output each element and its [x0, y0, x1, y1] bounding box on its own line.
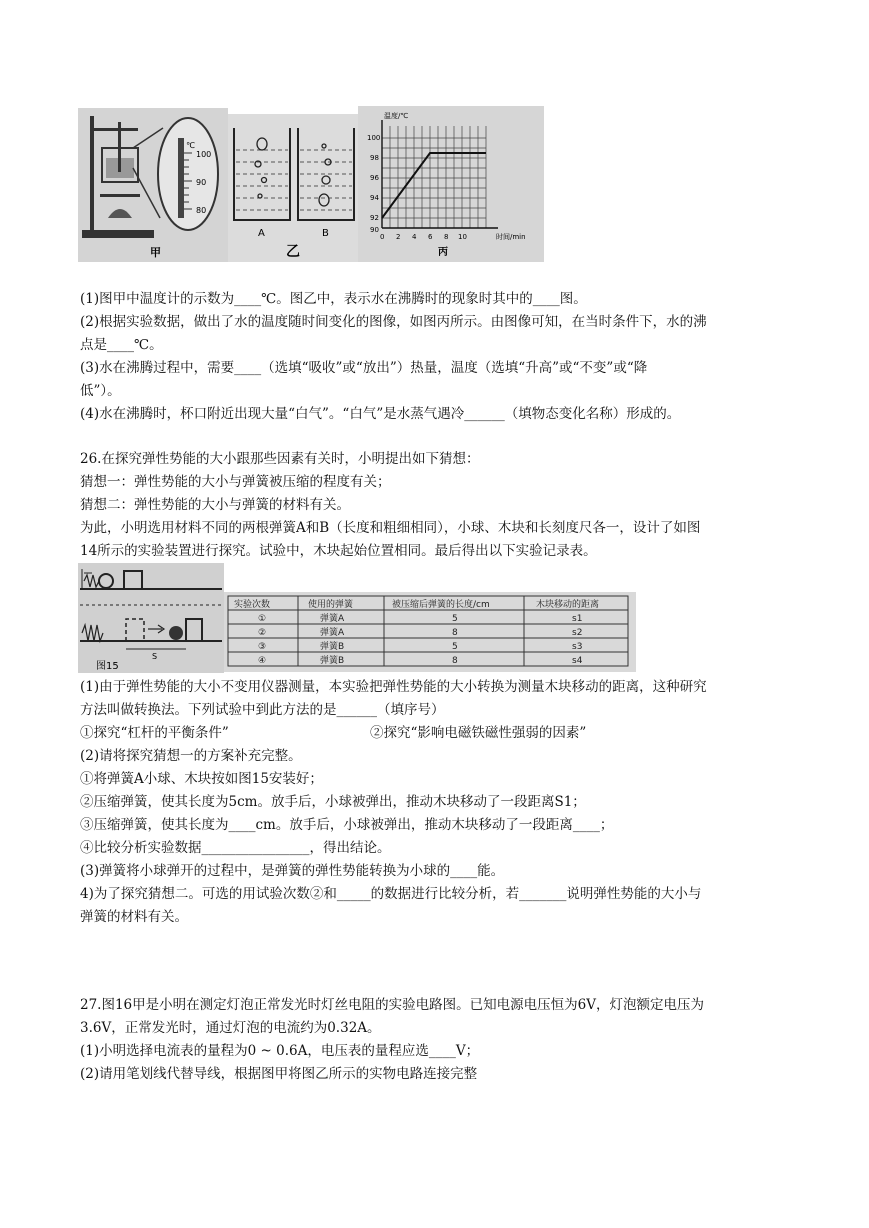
q26-guess-2: 猜想二：弹性势能的大小与弹簧的材料有关。: [80, 497, 350, 513]
q25-2: (2)根据实验数据，做出了水的温度随时间变化的图像，如图丙所示。由图像可知，在当时条件下，水的沸: [80, 314, 707, 330]
table-cell: 弹簧A: [320, 614, 345, 624]
graph-xtick: 6: [428, 233, 433, 241]
q26-2-step1: ①将弹簧A小球、木块按如图15安装好；: [80, 771, 323, 787]
thermo-tick-80: 80: [196, 206, 207, 215]
table-cell: 8: [452, 628, 458, 638]
q26-2-step2: ②压缩弹簧，使其长度为5cm。放手后，小球被弹出，推动木块移动了一段距离S1；: [80, 794, 586, 810]
figure-bing: [358, 106, 544, 262]
q26-stem: 26.在探究弹性势能的大小跟那些因素有关时，小明提出如下猜想：: [80, 451, 480, 467]
graph-xtick: 8: [444, 233, 449, 241]
figure-jia-label: 甲: [150, 246, 161, 259]
q27-2: (2)请用笔划线代替导线，根据图甲将图乙所示的实物电路连接完整: [80, 1066, 478, 1082]
q26-setup-cont: 14所示的实验装置进行探究。试验中，木块起始位置相同。最后得出以下实验记录表。: [80, 543, 597, 559]
graph-xtick: 4: [412, 233, 417, 241]
figure-jia: [78, 108, 228, 262]
q25-3-cont: 低”）。: [80, 383, 121, 399]
table-cell: s2: [572, 628, 583, 638]
table-cell: s1: [572, 614, 583, 624]
graph-ytick: 92: [370, 214, 379, 222]
q26-setup: 为此，小明选用材料不同的两根弹簧A和B（长度和粗细相同），小球、木块和长刻度尺各一，设计了如图: [80, 520, 701, 536]
q26-2-step3: ③压缩弹簧，使其长度为____cm。放手后，小球被弹出，推动木块移动了一段距离____；: [80, 817, 614, 833]
figure-yi: [228, 114, 358, 262]
table-cell: 5: [452, 642, 458, 652]
table-cell: ④: [258, 656, 267, 666]
q26-4: 4)为了探究猜想二。可选的用试验次数②和_____的数据进行比较分析，若_______说明弹性势能的大小与: [80, 886, 702, 902]
graph-ytick: 90: [370, 226, 379, 234]
q26-2-step4: ④比较分析实验数据________________，得出结论。: [80, 840, 391, 856]
graph-y-label: 温度/℃: [384, 112, 409, 120]
table-header: 使用的弹簧: [308, 600, 354, 610]
q26-option-2: ②探究“影响电磁铁磁性强弱的因素”: [370, 725, 587, 741]
table-cell: 8: [452, 656, 458, 666]
q26-1: (1)由于弹性势能的大小不变用仪器测量，本实验把弹性势能的大小转换为测量木块移动的距离，这种研究: [80, 679, 707, 695]
graph-x-label: 时间/min: [496, 233, 526, 241]
graph-xtick: 0: [380, 233, 385, 241]
q25-3: (3)水在沸腾过程中，需要____（选填“吸收”或“放出”）热量，温度（选填“升高”或“不变”或“降: [80, 360, 648, 376]
table-header: 木块移动的距离: [536, 600, 600, 610]
table-cell: s3: [572, 642, 583, 652]
q25-2-cont: 点是____℃。: [80, 337, 163, 353]
q25-1: (1)图甲中温度计的示数为____℃。图乙中，表示水在沸腾时的现象时其中的____图。: [80, 291, 587, 307]
thermo-unit: ℃: [186, 141, 195, 150]
record-table: [224, 592, 636, 672]
q26-2: (2)请将探究猜想一的方案补充完整。: [80, 748, 302, 764]
thermo-tick-100: 100: [196, 150, 212, 159]
table-cell: ③: [258, 642, 267, 652]
q26-option-1: ①探究“杠杆的平衡条件”: [80, 725, 229, 741]
fig15-caption: 图15: [96, 661, 119, 672]
beaker-b-label: B: [322, 228, 329, 239]
q27-stem-cont: 3.6V，正常发光时，通过灯泡的电流约为0.32A。: [80, 1020, 381, 1036]
beaker-a-label: A: [258, 228, 265, 239]
table-cell: 5: [452, 614, 458, 624]
q26-3: (3)弹簧将小球弹开的过程中，是弹簧的弹性势能转换为小球的____能。: [80, 863, 505, 879]
graph-ytick: 96: [370, 174, 379, 182]
graph-ytick: 100: [367, 134, 381, 142]
table-cell: ②: [258, 628, 267, 638]
table-cell: s4: [572, 656, 583, 666]
q26-1-cont: 方法叫做转换法。下列试验中到此方法的是______（填序号）: [80, 702, 445, 718]
table-header: 被压缩后弹簧的长度/cm: [392, 600, 490, 610]
graph-ytick: 98: [370, 154, 379, 162]
q27-1: (1)小明选择电流表的量程为0 ~ 0.6A，电压表的量程应选____V；: [80, 1043, 480, 1059]
q26-guess-1: 猜想一：弹性势能的大小与弹簧被压缩的程度有关；: [80, 474, 391, 490]
table-cell: 弹簧B: [320, 656, 345, 666]
graph-xtick: 2: [396, 233, 401, 241]
graph-xtick: 10: [458, 233, 467, 241]
thermo-tick-90: 90: [196, 178, 207, 187]
table-header: 实验次数: [234, 600, 271, 610]
table-cell: 弹簧A: [320, 628, 345, 638]
graph-ytick: 94: [370, 194, 379, 202]
figure-bing-label: 丙: [438, 247, 448, 258]
table-cell: ①: [258, 614, 267, 624]
q25-4: (4)水在沸腾时，杯口附近出现大量“白气”。“白气”是水蒸气遇冷______（填物态变化名称）形成的。: [80, 406, 681, 422]
figure-15: [78, 563, 224, 673]
q26-4-cont: 弹簧的材料有关。: [80, 909, 188, 925]
table-cell: 弹簧B: [320, 642, 345, 652]
q27-stem: 27.图16甲是小明在测定灯泡正常发光时灯丝电阻的实验电路图。已知电源电压恒为6V，灯泡额定电压为: [80, 997, 704, 1013]
fig15-distance-label: S: [152, 652, 158, 661]
figure-yi-label: 乙: [286, 244, 300, 260]
